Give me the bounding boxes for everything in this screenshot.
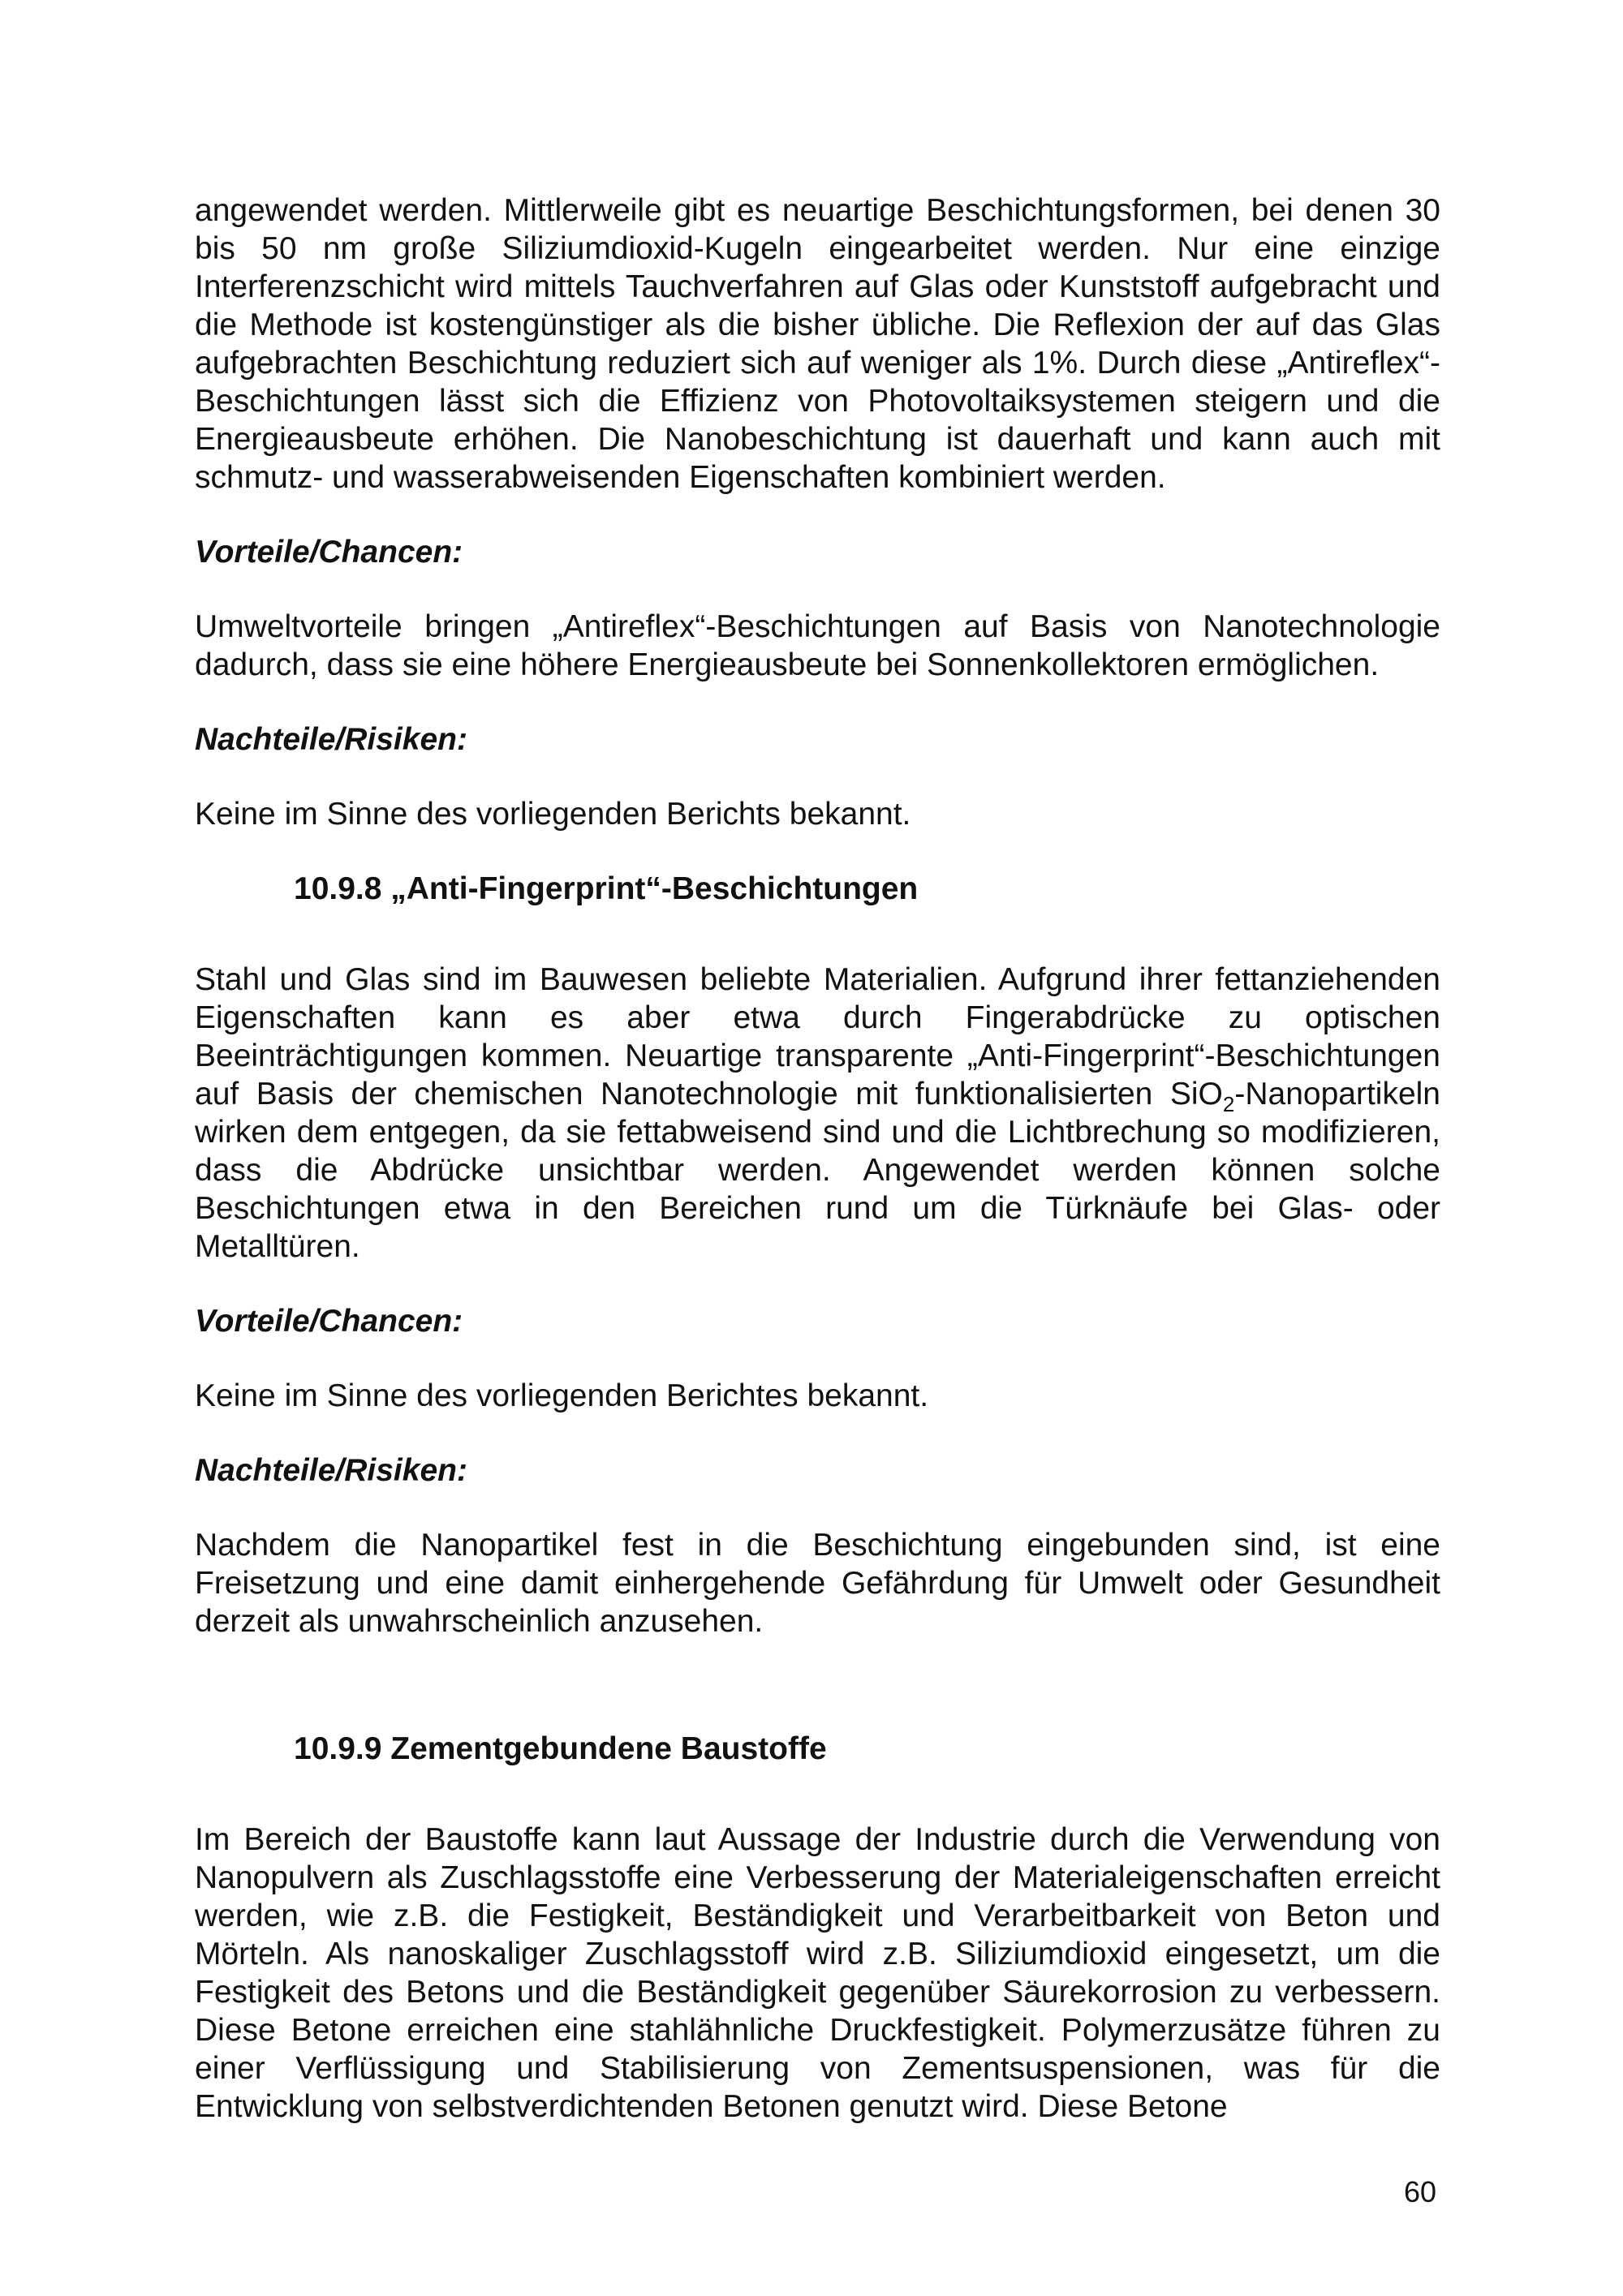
page-content <box>195 191 1440 2126</box>
paragraph-anti-fingerprint-text-1: Stahl und Glas sind im Bauwesen beliebte Materialien. Aufgrund ihrer fettanziehenden Eigenschaften kann es aber etwa durch Fingerabdrücke zu optischen Beeinträchtigungen kommen. Neuartige transparente „Anti-Fingerprint“-Beschichtungen auf Basis der chemischen Nanotechnologie mit funktionalisierten SiO <box>195 962 1440 1111</box>
label-risks: Nachteile/Risiken: <box>195 1453 467 1488</box>
section-heading-10-9-9: 10.9.9 Zementgebundene Baustoffe <box>294 1731 827 1766</box>
page-number: 60 <box>1403 2175 1436 2208</box>
label-risks: Nachteile/Risiken: <box>195 722 467 757</box>
paragraph-antireflex-risks: Keine im Sinne des vorliegenden Berichts bekannt. <box>195 797 911 832</box>
paragraph-anti-fingerprint-text-2: -Nanopartikeln wirken dem entgegen, da sie fettabweisend sind und die Lichtbrechung so modifizieren, dass die Abdrücke unsichtbar werden. Angewendet werden können solche Beschichtungen etwa in den Bereichen rund um die Türknäufe bei Glas- oder Metalltüren. <box>195 1077 1440 1264</box>
paragraph-fingerprint-risks: Nachdem die Nanopartikel fest in die Beschichtung eingebunden sind, ist eine Freisetzung und eine damit einhergehende Gefährdung für Umwelt oder Gesundheit derzeit als unwahrscheinlich anzusehen. <box>195 1528 1440 1639</box>
paragraph-cement-building-materials: Im Bereich der Baustoffe kann laut Aussage der Industrie durch die Verwendung von Nanopulvern als Zuschlagsstoffe eine Verbesserung der Materialeigenschaften erreicht werden, wie z.B. die Festigkeit, Beständigkeit und Verarbeitbarkeit von Beton und Mörteln. Als nanoskaliger Zuschlagsstoff wird z.B. Siliziumdioxid eingesetzt, um die Festigkeit des Betons und die Beständigkeit gegenüber Säurekorrosion zu verbessern. Diese Betone erreichen eine stahlähnliche Druckfestigkeit. Polymerzusätze führen zu einer Verflüssigung und Stabilisierung von Zementsuspensionen, was für die Entwicklung von selbstverdichtenden Betonen genutzt wird. Diese Betone <box>195 1822 1440 2124</box>
label-advantages: Vorteile/Chancen: <box>195 535 463 570</box>
section-heading-10-9-8: 10.9.8 „Anti-Fingerprint“-Beschichtungen <box>294 871 919 906</box>
label-advantages: Vorteile/Chancen: <box>195 1304 463 1339</box>
paragraph-anti-fingerprint <box>195 961 1440 1266</box>
subscript-2: 2 <box>1222 1091 1235 1116</box>
paragraph-fingerprint-advantages: Keine im Sinne des vorliegenden Berichtes bekannt. <box>195 1378 929 1413</box>
paragraph-antireflex-intro: angewendet werden. Mittlerweile gibt es neuartige Beschichtungsformen, bei denen 30 bis 50 nm große Siliziumdioxid-Kugeln eingearbeitet werden. Nur eine einzige Interferenzschicht wird mittels Tauchverfahren auf Glas oder Kunststoff aufgebracht und die Methode ist kostengünstiger als die bisher übliche. Die Reflexion der auf das Glas aufgebrachten Beschichtung reduziert sich auf weniger als 1%. Durch diese „Antireflex“-Beschichtungen lässt sich die Effizienz von Photovoltaiksystemen steigern und die Energieausbeute erhöhen. Die Nanobeschichtung ist dauerhaft und kann auch mit schmutz- und wasserabweisenden Eigenschaften kombiniert werden. <box>195 193 1440 495</box>
paragraph-antireflex-advantages: Umweltvorteile bringen „Antireflex“-Beschichtungen auf Basis von Nanotechnologie dadurch, dass sie eine höhere Energieausbeute bei Sonnenkollektoren ermöglichen. <box>195 609 1440 682</box>
